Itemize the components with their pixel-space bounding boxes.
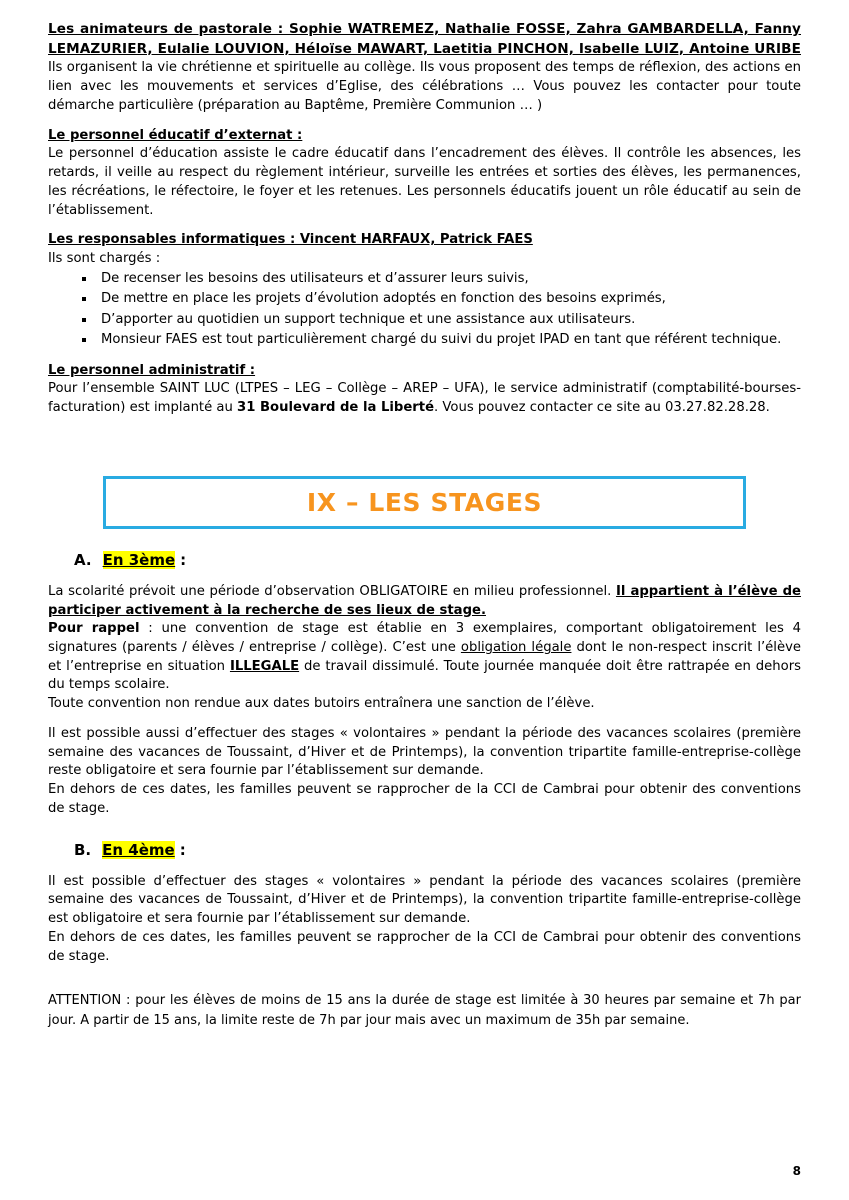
administratif-address: 31 Boulevard de la Liberté [237, 400, 435, 416]
administratif-heading: Le personnel administratif : [48, 362, 256, 378]
section-a-p2-under2: ILLEGALE [229, 658, 300, 674]
pastoral-body: Ils organisent la vie chrétienne et spirituelle au collège. Ils vous proposent des temps de réflexion, des actions en lien avec les mouvements et services d’Eglise, des célébrations … Vous pouvez les contacter pour toute démarche particulière (préparation au Baptême, Première Communion … ) [48, 60, 801, 113]
section-banner [103, 476, 746, 529]
section-b-heading [48, 841, 801, 859]
administratif-text-before: Pour l’ensemble SAINT LUC (LTPES – LEG – Collège – AREP – UFA), le service administratif (comptabilité-bourses-facturation) est implanté au [48, 381, 801, 416]
section-a-p2-part2: dont le non-respect inscrit l’élève et l’entreprise en situation [48, 639, 801, 674]
section-a-p1-before: La scolarité prévoit une période d’observation OBLIGATOIRE en milieu professionnel. [48, 583, 616, 599]
administratif-body [48, 380, 801, 417]
attention-note: ATTENTION : pour les élèves de moins de 15 ans la durée de stage est limitée à 30 heures par semaine et 7h par jour. A partir de 15 ans, la limite reste de 7h par jour mais avec un maximum de 35h par semaine. [48, 993, 801, 1028]
page-number: 8 [792, 1164, 801, 1178]
section-a-p1-emphasis: Il appartient à l’élève de participer activement à la recherche de ses lieux de stage. [48, 583, 801, 618]
section-a-heading [48, 551, 801, 569]
section-b-label: En 4ème [102, 840, 175, 859]
list-item: D’apporter au quotidien un support technique et une assistance aux utilisateurs. [48, 310, 801, 330]
section-a-p2-part1: : une convention de stage est établie en 3 exemplaires, comportant obligatoirement les 4 signatures (parents / élèves / entreprise / collège). C’est une [48, 621, 801, 655]
section-a-paragraph-5: En dehors de ces dates, les familles peuvent se rapprocher de la CCI de Cambrai pour obtenir des conventions de stage. [48, 782, 801, 816]
section-a-p2-part3: de travail dissimulé. Toute journée manquée doit être rattrapée en dehors du temps scolaire. [48, 658, 801, 693]
informatique-intro: Ils sont chargés : [48, 251, 161, 267]
section-b-paragraph-2: En dehors de ces dates, les familles peuvent se rapprocher de la CCI de Cambrai pour obtenir des conventions de stage. [48, 929, 801, 964]
informatique-heading: Les responsables informatiques : Vincent HARFAUX, Patrick FAES [48, 232, 533, 248]
section-b-paragraph-1: Il est possible d’effectuer des stages « volontaires » pendant la période des vacances scolaires (première semaine des vacances de Toussaint, d’Hiver et de Printemps), la convention tripartite famille-entreprise-collège est obligatoire et sera fournie par l’établissement sur demande. [48, 873, 801, 927]
section-a-p2-under1: obligation légale [460, 639, 572, 655]
educatif-body: Le personnel d’éducation assiste le cadre éducatif dans l’encadrement des élèves. Il contrôle les absences, les retards, il veille au respect du règlement intérieur, surveille les entrées et sorties des élèves, les permanences, les récréations, le réfectoire, le foyer et les retenues. Les personnels éducatifs jouent un rôle éducatif au sein de l’établissement. [48, 146, 801, 218]
section-banner-wrapper [48, 476, 801, 529]
section-a-colon: : [180, 550, 187, 569]
section-b-letter: B. [74, 840, 92, 859]
section-a-p2-bold: Pour rappel [48, 621, 140, 637]
educatif-heading: Le personnel éducatif d’externat : [48, 127, 303, 143]
list-item: De mettre en place les projets d’évolution adoptés en fonction des besoins exprimés, [48, 289, 801, 309]
administratif-text-after: . Vous pouvez contacter ce site au 03.27.82.28.28. [434, 400, 770, 416]
section-banner-title: IX – LES STAGES [306, 487, 543, 517]
pastoral-title [48, 20, 801, 59]
informatique-bullet-list [48, 269, 801, 351]
section-a-paragraph-3: Toute convention non rendue aux dates butoirs entraînera une sanction de l’élève. [48, 696, 595, 712]
section-a-paragraph-2 [48, 620, 801, 695]
section-b-colon: : [179, 840, 186, 859]
pastoral-title-line1: Les animateurs de pastorale : Sophie WATREMEZ, Nathalie FOSSE, Zahra GAMBARDELLA, Fanny [48, 21, 801, 37]
list-item: Monsieur FAES est tout particulièrement chargé du suivi du projet IPAD en tant que référent technique. [48, 330, 801, 350]
section-a-letter: A. [74, 550, 92, 569]
section-a-paragraph-4: Il est possible aussi d’effectuer des stages « volontaires » pendant la période des vacances scolaires (première semaine des vacances de Toussaint, d’Hiver et de Printemps), la convention tripartite famille-entreprise-collège reste obligatoire et sera fournie par l’établissement sur demande. [48, 725, 801, 779]
pastoral-title-line2: LEMAZURIER, Eulalie LOUVION, Héloïse MAWART, Laetitia PINCHON, Isabelle LUIZ, Antoine URIBE [48, 40, 801, 57]
section-a-paragraph-1 [48, 583, 801, 620]
list-item: De recenser les besoins des utilisateurs et d’assurer leurs suivis, [48, 269, 801, 289]
section-a-label: En 3ème [102, 550, 176, 569]
